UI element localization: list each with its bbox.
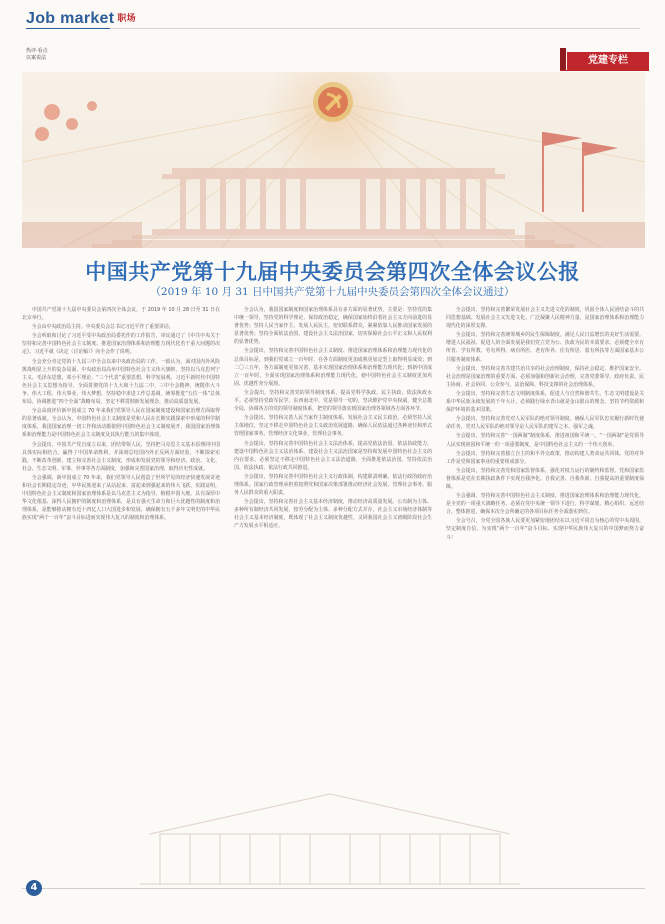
paragraph: 全会提出，坚持和完善社会主义基本经济制度，推动经济高质量发展。公有制为主体、多种所有制经济共同发展，按劳分配为主体、多种分配方式并存，社会主义市场经济体制等社会主义基本经济制度，既体现了社会主义制度优越性，又同我国社会主义初级阶段社会生产力发展水平相适应。 (234, 499, 432, 530)
article-column-1 (22, 306, 220, 876)
paragraph: 全会提出，坚持和完善繁荣发展社会主义先进文化的制度，巩固全体人民团结奋斗的共同思想基础。发展社会主义先进文化、广泛凝聚人民精神力量，是国家治理体系和治理能力现代化的深厚支撑。 (446, 307, 644, 330)
document-title: 中国共产党第十九届中央委员会第四次全体会议公报 (85, 259, 580, 284)
paragraph: 全会充分肯定党的十九届三中全会以来中央政治局的工作。一致认为，面对国内外风险挑战明显上升的复杂局面，中央政治局高举中国特色社会主义伟大旗帜，坚持以马克思列宁主义、毛泽东思想、邓小平理论、“三个代表”重要思想、科学发展观、习近平新时代中国特色社会主义思想为指导，全面贯彻党的十九大和十九届二中、三中全会精神，统揽伟大斗争、伟大工程、伟大事业、伟大梦想，坚持稳中求进工作总基调，统筹推进“五位一体”总体布局，协调推进“四个全面”战略布局，坚定不移贯彻新发展理念，推动高质量发展。 (22, 358, 220, 406)
paragraph: 全会提出，坚持和完善共建共治共享的社会治理制度，保持社会稳定、维护国家安全。社会治理是国家治理的重要方面。必须加强和创新社会治理，完善党委领导、政府负责、民主协商、社会协同、公众参与、法治保障、科技支撑的社会治理体系。 (446, 365, 644, 388)
party-emblem-icon (311, 80, 355, 124)
section-tag: 党建专栏 (567, 52, 649, 70)
paragraph: 全会提出，坚持和完善中国特色社会主义制度、推进国家治理体系和治理能力现代化的总体目标是，到我们党成立一百年时，在各方面制度更加成熟更加定型上取得明显成效；到二〇三五年，各方面制度更加完善，基本实现国家治理体系和治理能力现代化；到新中国成立一百年时，全面实现国家治理体系和治理能力现代化，使中国特色社会主义制度更加巩固、优越性充分展现。 (234, 348, 432, 387)
paragraph: 全会提出，坚持和完善党对人民军队的绝对领导制度，确保人民军队忠实履行新时代使命任务。党对人民军队的绝对领导是人民军队的建军之本、强军之魂。 (446, 416, 644, 431)
paragraph: 全会提出，坚持和完善人民当家作主制度体系，发展社会主义民主政治。必须坚持人民主体地位，坚定不移走中国特色社会主义政治发展道路，确保人民依法通过各种途径和形式管理国家事务，管理经济文化事业，管理社会事务。 (234, 415, 432, 438)
paragraph: 全会强调，新中国成立 70 年来，我们党领导人民创造了世所罕见的经济快速发展奇迹和社会长期稳定奇迹，中华民族迎来了从站起来、富起来到强起来的伟大飞跃。实践证明，中国特色社会主义制度和国家治理体系是以马克思主义为指导、植根中国大地、具有深厚中华文化根基、深得人民拥护的制度和治理体系，是具有强大生命力和巨大优越性的制度和治理体系，是能够推动拥有近十四亿人口大国进步和发展、确保拥有五千多年文明史的中华民族实现“两个一百年”奋斗目标进而实现伟大复兴的制度和治理体系。 (22, 474, 220, 522)
masthead (0, 0, 665, 40)
paragraph: 全会高度评价新中国成立 70 年来我们党领导人民在国家制度建设和国家治理方面取得的显著成就。全会认为，中国特色社会主义制度是党和人民在长期实践探索中形成的科学制度体系，我国国家治理一切工作和活动都依照中国特色社会主义制度展开，我国国家治理体系和治理能力是中国特色社会主义制度及其执行能力的集中体现。 (22, 408, 220, 439)
column-labels (26, 48, 48, 62)
section-label: 职场 (117, 14, 136, 24)
article-column-3 (446, 306, 644, 876)
magazine-logo (26, 10, 136, 28)
masthead-rule-grey (110, 28, 640, 29)
paragraph: 全会提出，坚持和完善党的领导制度体系，提高党科学执政、民主执政、依法执政水平。必须坚持党政军民学、东西南北中，党是领导一切的，坚决维护党中央权威，健全总揽全局、协调各方的党的领导制度体系，把党的领导落实到国家治理各领域各方面各环节。 (234, 389, 432, 413)
paragraph: 全会提出，坚持和完善党和国家监督体系，强化对权力运行的制约和监督。党和国家监督体系是党在长期执政条件下实现自我净化、自我完善、自我革新、自我提高的重要制度保障。 (446, 467, 644, 490)
page-bottom-margin (0, 894, 665, 924)
page-number: 4 (26, 880, 42, 896)
paragraph: 全会认为，我国国家制度和国家治理体系具有多方面的显著优势，主要是：坚持党的集中统一领导，坚持党的科学理论，保持政治稳定，确保国家始终沿着社会主义方向前进的显著优势；坚持人民当家作主，发展人民民主，密切联系群众，紧紧依靠人民推动国家发展的显著优势；坚持全面依法治国，建设社会主义法治国家，切实保障社会公平正义和人民权利的显著优势。 (234, 307, 432, 346)
footer-rule (22, 888, 645, 889)
paragraph: 中国共产党第十九届中央委员会第四次全体会议，于 2019 年 10 月 28 日至 31 日在北京举行。 (22, 307, 220, 322)
paragraph: 全会提出，坚持和完善中国特色社会主义法治体系，提高党依法治国、依法执政能力。建设中国特色社会主义法治体系、建设社会主义法治国家是坚持和发展中国特色社会主义的内在要求。必须坚定不移走中国特色社会主义法治道路，全面推进依法治国，坚持依法治国、依法执政、依法行政共同推进。 (234, 440, 432, 471)
masthead-rule (26, 28, 110, 29)
article-body (22, 306, 645, 876)
banner-image (22, 72, 645, 248)
tag-cap (560, 48, 566, 70)
paragraph: 全会强调，坚持和完善中国特色社会主义制度、推进国家治理体系和治理能力现代化，是全党的一项重大战略任务。必须在党中央统一领导下进行，科学谋划、精心组织，远近结合、整体推进，确保本次全会所确定的各项目标任务全面落实到位。 (446, 493, 644, 516)
paragraph: 全会听取和讨论了习近平受中央政治局委托作的工作报告，审议通过了《中共中央关于坚持和完善中国特色社会主义制度、推进国家治理体系和治理能力现代化若干重大问题的决定》。习近平就《决定（讨论稿）》向全会作了说明。 (22, 333, 220, 356)
paragraph: 全会号召，全党全国各族人民要更加紧密地团结在以习近平同志为核心的党中央周围，坚定制度自信，为实现“两个一百年”奋斗目标、实现中华民族伟大复兴的中国梦而努力奋斗！ (446, 518, 644, 541)
paragraph: 全会提出，坚持和完善统筹城乡的民生保障制度，满足人民日益增长的美好生活需要。增进人民福祉、促进人的全面发展是我们党立党为公、执政为民的本质要求。必须健全幸有所育、学有所教、劳有所得、病有所医、老有所养、住有所居、弱有所扶等方面国家基本公共服务制度体系。 (446, 332, 644, 363)
paragraph: 全会提出，坚持和完善中国特色社会主义行政体制，构建职责明确、依法行政的政府治理体系。国家行政管理承担着按照党和国家决策部署推动经济社会发展、管理社会事务、服务人民群众的重大职责。 (234, 473, 432, 497)
tag-underline (560, 70, 649, 71)
paragraph: 全会由中央政治局主持。中央委员会总书记习近平作了重要讲话。 (31, 324, 174, 331)
column-label-1: 热评·看点 (26, 48, 48, 54)
article-column-2 (234, 306, 432, 876)
column-label-2: 以案说法 (26, 55, 47, 61)
logo-text: Job market (26, 10, 115, 27)
paragraph: 全会提出，坚持和完善生态文明制度体系，促进人与自然和谐共生。生态文明建设是关系中华民族永续发展的千年大计。必须践行绿水青山就是金山银山的理念，坚持节约资源和保护环境的基本国策。 (446, 390, 644, 414)
paragraph: 全会提出，坚持和完善“一国两制”制度体系，推进祖国和平统一。“一国两制”是党领导人民实现祖国和平统一的一项重要制度，是中国特色社会主义的一个伟大创举。 (446, 433, 644, 448)
paragraph: 全会提出，坚持和完善独立自主的和平外交政策，推动构建人类命运共同体。党的对外工作是党和国家事业的重要组成部分。 (446, 450, 644, 465)
document-subtitle: （2019 年 10 月 31 日中国共产党第十九届中央委员会第四次全体会议通过） (150, 286, 515, 298)
paragraph: 全会提出，中国共产党自成立以来，团结带领人民，坚持把马克思主义基本原理同中国具体实际相结合，赢得了中国革命胜利，并深刻总结国内外正反两方面经验，不断探索实践，不断改革创新，建立和完善社会主义制度，形成和发展党的领导和经济、政治、文化、社会、生态文明、军事、外事等各方面制度，加强和完善国家治理，取得历史性成就。 (22, 441, 220, 472)
